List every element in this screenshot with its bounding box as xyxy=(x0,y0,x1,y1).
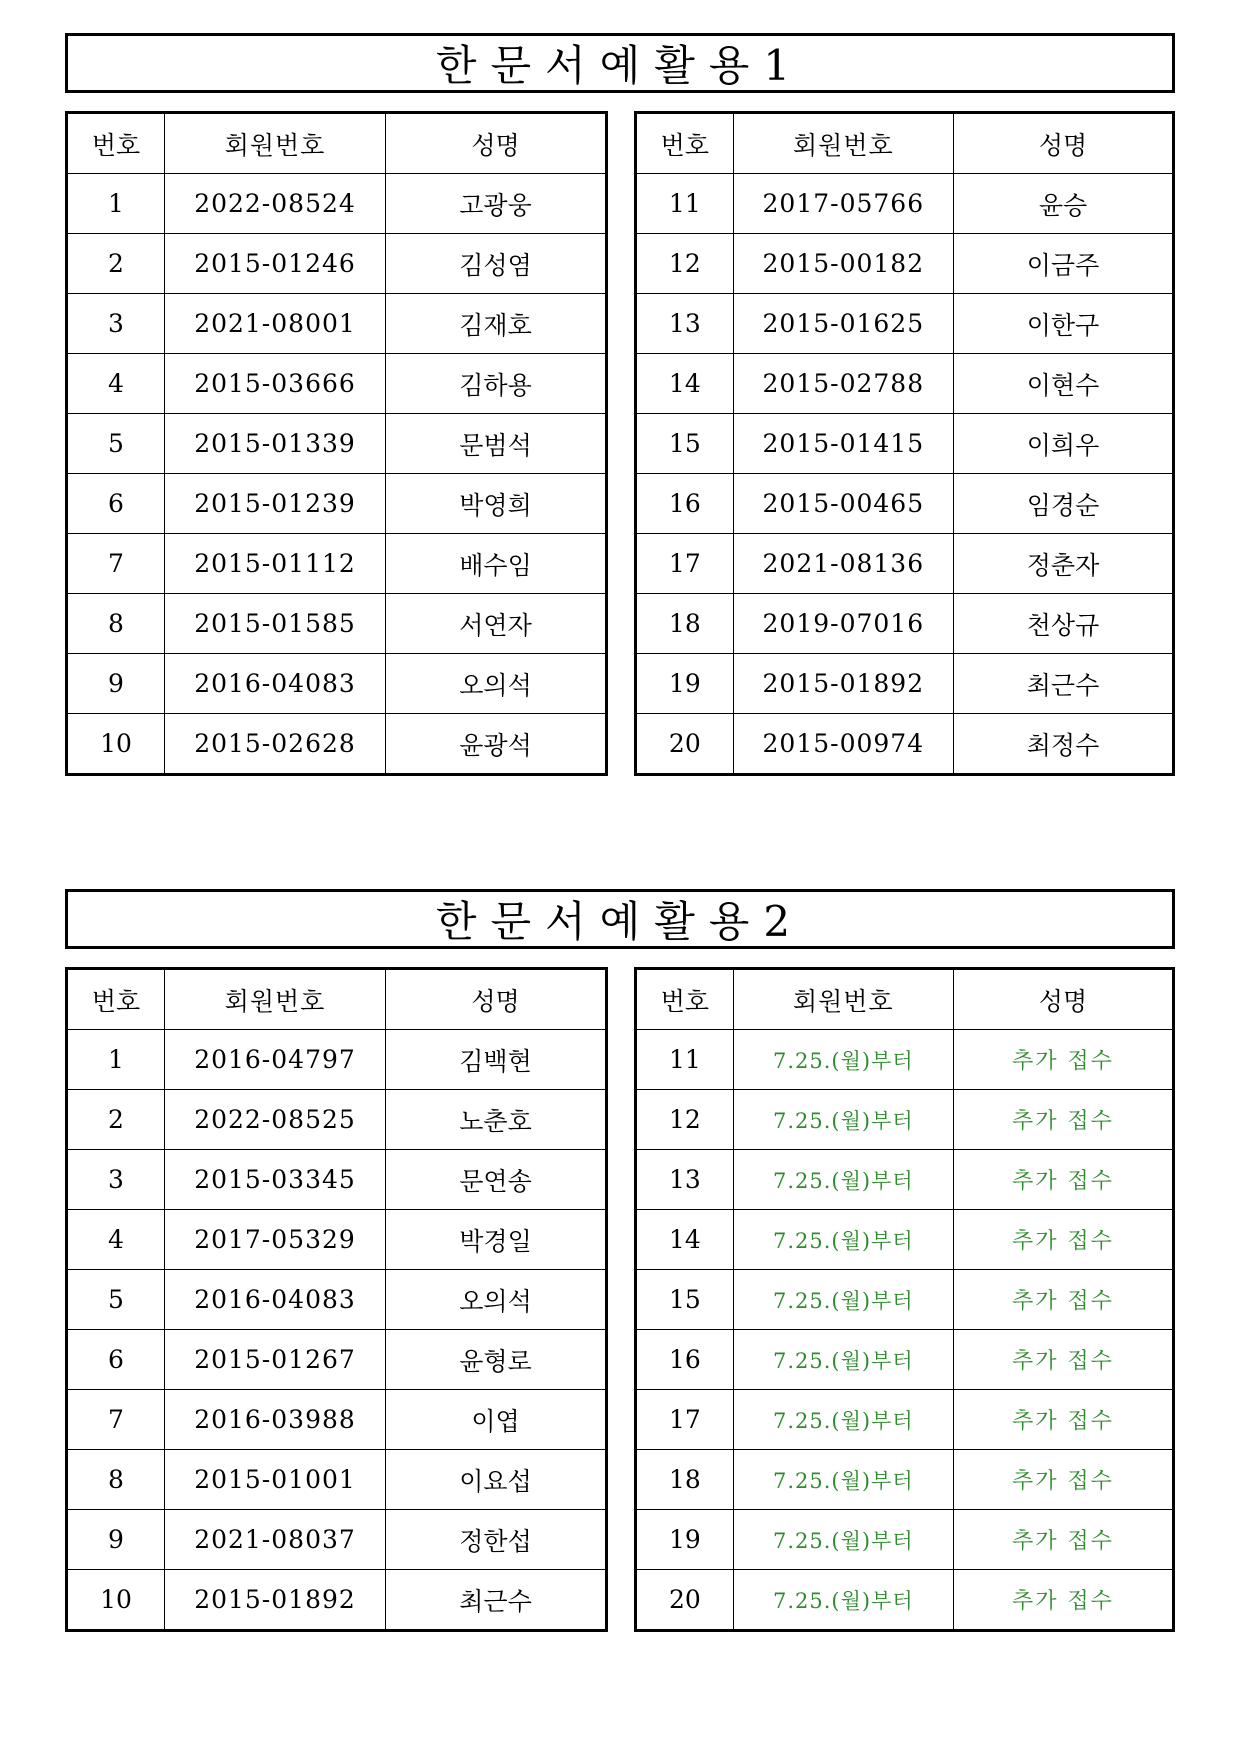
row-number: 5 xyxy=(67,1270,165,1330)
table-row xyxy=(636,1210,1174,1270)
table-row xyxy=(67,594,607,654)
member-id: 7.25.(월)부터 xyxy=(733,1150,953,1210)
table-row xyxy=(636,1510,1174,1570)
row-number: 10 xyxy=(67,1570,165,1631)
member-name: 박영희 xyxy=(386,474,607,534)
table-row xyxy=(636,1150,1174,1210)
member-id: 2015-03345 xyxy=(165,1150,386,1210)
section-title: 한문서예활용1 xyxy=(65,33,1175,93)
table-row xyxy=(67,1270,607,1330)
member-id: 2015-00974 xyxy=(733,714,953,775)
row-number: 15 xyxy=(636,1270,734,1330)
member-id: 2015-02628 xyxy=(165,714,386,775)
table-row xyxy=(67,294,607,354)
member-id: 2016-03988 xyxy=(165,1390,386,1450)
member-id: 2015-01585 xyxy=(165,594,386,654)
table-row xyxy=(636,1570,1174,1631)
member-name: 추가 접수 xyxy=(953,1510,1173,1570)
header-name: 성명 xyxy=(386,969,607,1030)
row-number: 9 xyxy=(67,1510,165,1570)
row-number: 11 xyxy=(636,1030,734,1090)
member-id: 7.25.(월)부터 xyxy=(733,1330,953,1390)
member-name: 추가 접수 xyxy=(953,1030,1173,1090)
table-row xyxy=(636,294,1174,354)
header-name: 성명 xyxy=(953,969,1173,1030)
table-row xyxy=(636,594,1174,654)
row-number: 13 xyxy=(636,1150,734,1210)
member-id: 7.25.(월)부터 xyxy=(733,1510,953,1570)
member-id: 2015-00182 xyxy=(733,234,953,294)
member-name: 윤승 xyxy=(953,174,1173,234)
member-id: 2015-01246 xyxy=(165,234,386,294)
member-name: 서연자 xyxy=(386,594,607,654)
header-row xyxy=(67,969,607,1030)
header-no: 번호 xyxy=(67,969,165,1030)
member-id: 2021-08001 xyxy=(165,294,386,354)
member-id: 7.25.(월)부터 xyxy=(733,1390,953,1450)
table-row xyxy=(67,414,607,474)
member-id: 2015-01267 xyxy=(165,1330,386,1390)
row-number: 13 xyxy=(636,294,734,354)
table-row xyxy=(67,1390,607,1450)
member-id: 2016-04083 xyxy=(165,654,386,714)
member-name: 정춘자 xyxy=(953,534,1173,594)
row-number: 17 xyxy=(636,1390,734,1450)
section-title: 한문서예활용2 xyxy=(65,889,1175,949)
table-row xyxy=(67,714,607,775)
member-id: 7.25.(월)부터 xyxy=(733,1090,953,1150)
roster-table-right xyxy=(634,111,1175,776)
table-row xyxy=(636,1450,1174,1510)
member-id: 2019-07016 xyxy=(733,594,953,654)
member-id: 2015-01892 xyxy=(733,654,953,714)
row-number: 14 xyxy=(636,1210,734,1270)
table-row xyxy=(67,1030,607,1090)
member-name: 김하용 xyxy=(386,354,607,414)
table-row xyxy=(636,474,1174,534)
row-number: 16 xyxy=(636,1330,734,1390)
member-id: 2016-04083 xyxy=(165,1270,386,1330)
header-name: 성명 xyxy=(386,113,607,174)
member-id: 2015-01625 xyxy=(733,294,953,354)
member-name: 이엽 xyxy=(386,1390,607,1450)
header-row xyxy=(67,113,607,174)
member-name: 추가 접수 xyxy=(953,1090,1173,1150)
member-name: 추가 접수 xyxy=(953,1270,1173,1330)
table-row xyxy=(67,474,607,534)
header-no: 번호 xyxy=(636,969,734,1030)
header-member-id: 회원번호 xyxy=(733,113,953,174)
row-number: 17 xyxy=(636,534,734,594)
member-name: 이현수 xyxy=(953,354,1173,414)
row-number: 14 xyxy=(636,354,734,414)
row-number: 5 xyxy=(67,414,165,474)
member-name: 노춘호 xyxy=(386,1090,607,1150)
header-no: 번호 xyxy=(67,113,165,174)
member-id: 2022-08524 xyxy=(165,174,386,234)
member-id: 2017-05329 xyxy=(165,1210,386,1270)
row-number: 3 xyxy=(67,1150,165,1210)
row-number: 1 xyxy=(67,1030,165,1090)
table-row xyxy=(636,1330,1174,1390)
table-row xyxy=(636,1390,1174,1450)
header-row xyxy=(636,113,1174,174)
member-name: 추가 접수 xyxy=(953,1390,1173,1450)
member-id: 2015-00465 xyxy=(733,474,953,534)
member-name: 문범석 xyxy=(386,414,607,474)
member-name: 최근수 xyxy=(953,654,1173,714)
roster-table-left xyxy=(65,111,608,776)
member-name: 오의석 xyxy=(386,1270,607,1330)
member-name: 배수임 xyxy=(386,534,607,594)
row-number: 20 xyxy=(636,1570,734,1631)
member-name: 김재호 xyxy=(386,294,607,354)
table-row xyxy=(67,1570,607,1631)
row-number: 18 xyxy=(636,594,734,654)
table-row xyxy=(636,654,1174,714)
member-name: 임경순 xyxy=(953,474,1173,534)
member-name: 이금주 xyxy=(953,234,1173,294)
member-name: 문연송 xyxy=(386,1150,607,1210)
table-row xyxy=(636,234,1174,294)
row-number: 1 xyxy=(67,174,165,234)
member-name: 오의석 xyxy=(386,654,607,714)
member-name: 정한섭 xyxy=(386,1510,607,1570)
row-number: 12 xyxy=(636,234,734,294)
member-id: 2021-08037 xyxy=(165,1510,386,1570)
table-row xyxy=(636,414,1174,474)
member-name: 김백현 xyxy=(386,1030,607,1090)
member-id: 2015-01339 xyxy=(165,414,386,474)
member-id: 2015-02788 xyxy=(733,354,953,414)
member-name: 이요섭 xyxy=(386,1450,607,1510)
row-number: 11 xyxy=(636,174,734,234)
row-number: 20 xyxy=(636,714,734,775)
table-row xyxy=(636,1270,1174,1330)
member-name: 추가 접수 xyxy=(953,1150,1173,1210)
row-number: 8 xyxy=(67,1450,165,1510)
row-number: 7 xyxy=(67,1390,165,1450)
table-row xyxy=(67,1090,607,1150)
header-member-id: 회원번호 xyxy=(733,969,953,1030)
member-id: 7.25.(월)부터 xyxy=(733,1570,953,1631)
table-row xyxy=(67,534,607,594)
header-no: 번호 xyxy=(636,113,734,174)
row-number: 3 xyxy=(67,294,165,354)
row-number: 7 xyxy=(67,534,165,594)
table-row xyxy=(636,534,1174,594)
header-member-id: 회원번호 xyxy=(165,969,386,1030)
member-name: 윤형로 xyxy=(386,1330,607,1390)
table-row xyxy=(636,174,1174,234)
member-name: 최근수 xyxy=(386,1570,607,1631)
table-row xyxy=(67,654,607,714)
member-name: 최정수 xyxy=(953,714,1173,775)
row-number: 10 xyxy=(67,714,165,775)
row-number: 6 xyxy=(67,1330,165,1390)
member-id: 2015-01892 xyxy=(165,1570,386,1631)
member-name: 이한구 xyxy=(953,294,1173,354)
member-id: 2021-08136 xyxy=(733,534,953,594)
table-row xyxy=(636,1030,1174,1090)
row-number: 4 xyxy=(67,354,165,414)
row-number: 2 xyxy=(67,234,165,294)
table-row xyxy=(67,354,607,414)
header-row xyxy=(636,969,1174,1030)
member-id: 2022-08525 xyxy=(165,1090,386,1150)
member-id: 2016-04797 xyxy=(165,1030,386,1090)
member-name: 김성염 xyxy=(386,234,607,294)
row-number: 2 xyxy=(67,1090,165,1150)
member-id: 2015-01239 xyxy=(165,474,386,534)
row-number: 18 xyxy=(636,1450,734,1510)
table-row xyxy=(636,354,1174,414)
member-id: 7.25.(월)부터 xyxy=(733,1030,953,1090)
member-name: 천상규 xyxy=(953,594,1173,654)
member-name: 박경일 xyxy=(386,1210,607,1270)
row-number: 12 xyxy=(636,1090,734,1150)
table-row xyxy=(67,1510,607,1570)
member-id: 2015-03666 xyxy=(165,354,386,414)
table-row xyxy=(636,1090,1174,1150)
row-number: 9 xyxy=(67,654,165,714)
row-number: 6 xyxy=(67,474,165,534)
member-id: 2015-01112 xyxy=(165,534,386,594)
row-number: 4 xyxy=(67,1210,165,1270)
member-name: 윤광석 xyxy=(386,714,607,775)
member-name: 추가 접수 xyxy=(953,1450,1173,1510)
table-row xyxy=(67,1330,607,1390)
member-name: 추가 접수 xyxy=(953,1330,1173,1390)
row-number: 8 xyxy=(67,594,165,654)
row-number: 15 xyxy=(636,414,734,474)
table-row xyxy=(636,714,1174,775)
row-number: 19 xyxy=(636,1510,734,1570)
table-row xyxy=(67,1150,607,1210)
member-id: 2015-01415 xyxy=(733,414,953,474)
member-name: 이희우 xyxy=(953,414,1173,474)
table-row xyxy=(67,234,607,294)
table-row xyxy=(67,1210,607,1270)
member-id: 2017-05766 xyxy=(733,174,953,234)
table-row xyxy=(67,1450,607,1510)
member-id: 7.25.(월)부터 xyxy=(733,1210,953,1270)
member-id: 7.25.(월)부터 xyxy=(733,1450,953,1510)
member-id: 7.25.(월)부터 xyxy=(733,1270,953,1330)
row-number: 16 xyxy=(636,474,734,534)
row-number: 19 xyxy=(636,654,734,714)
roster-table-right xyxy=(634,967,1175,1632)
member-id: 2015-01001 xyxy=(165,1450,386,1510)
member-name: 추가 접수 xyxy=(953,1210,1173,1270)
header-name: 성명 xyxy=(953,113,1173,174)
member-name: 추가 접수 xyxy=(953,1570,1173,1631)
table-row xyxy=(67,174,607,234)
header-member-id: 회원번호 xyxy=(165,113,386,174)
member-name: 고광웅 xyxy=(386,174,607,234)
roster-table-left xyxy=(65,967,608,1632)
